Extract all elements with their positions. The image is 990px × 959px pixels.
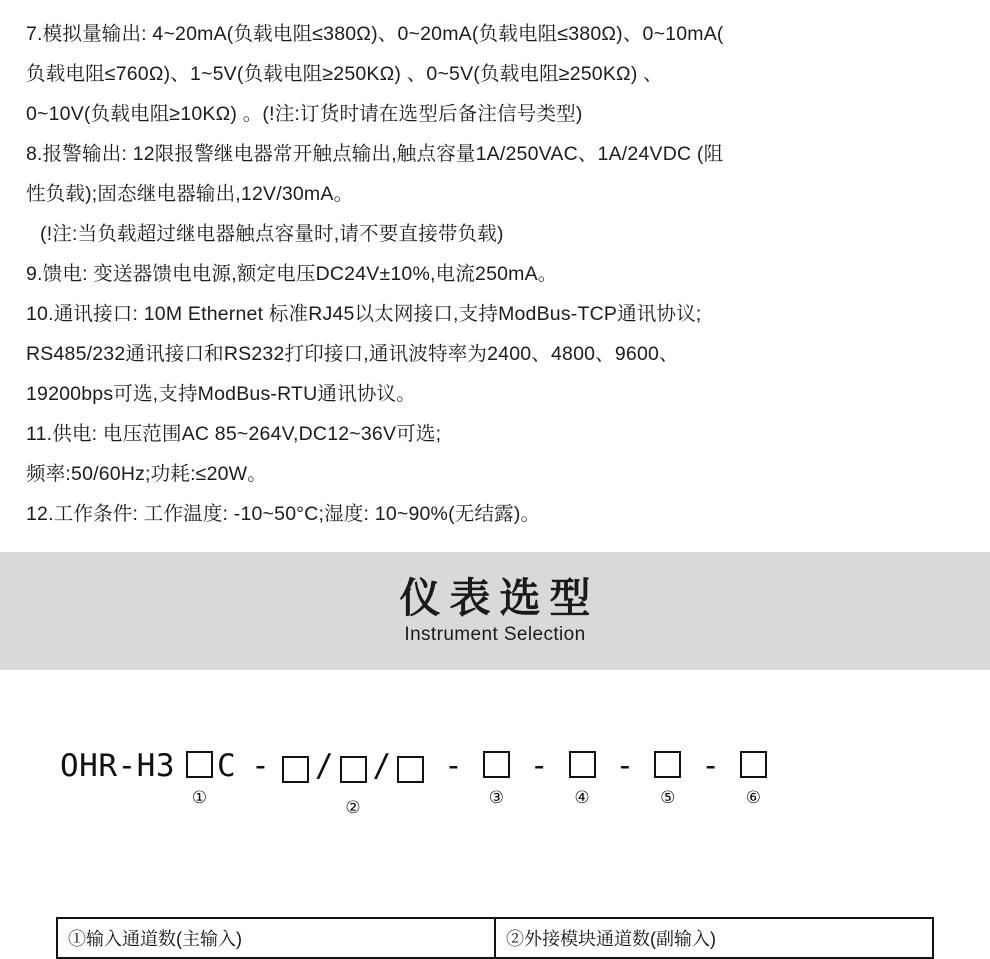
spec-line: 负载电阻≤760Ω)、1~5V(负载电阻≥250KΩ) 、0~5V(负载电阻≥250KΩ) 、: [26, 63, 663, 85]
section-title-cn: 仪表选型: [399, 575, 600, 621]
spec-line: 19200bps可选,支持ModBus-RTU通讯协议。: [26, 383, 416, 405]
selection-table: [56, 917, 934, 959]
model-c-letter-group: [217, 744, 243, 819]
model-slot-1: [183, 744, 216, 809]
spec-line: 12.工作条件: 工作温度: -10~50°C;湿度: 10~90%(无结露)。: [26, 503, 541, 525]
table-header-module-channels: ②外接模块通道数(副输入): [495, 918, 933, 958]
model-slot-2b: [337, 749, 370, 783]
model-dash-1-group: [243, 744, 278, 819]
model-slot-3: [480, 744, 513, 809]
section-header-band: [0, 552, 990, 670]
model-slot-box: [397, 756, 424, 783]
model-dash: -: [701, 748, 720, 784]
model-slot-marker: ⑥: [745, 788, 761, 807]
model-slot-5: [651, 744, 684, 809]
model-slot-box: [483, 751, 510, 778]
spec-line: 8.报警输出: 12限报警继电器常开触点输出,触点容量1A/250VAC、1A/24VDC (阻: [26, 143, 724, 165]
model-slash: /: [314, 748, 334, 784]
model-code-diagram: [0, 670, 990, 819]
model-slot-marker: ⑤: [660, 788, 676, 807]
spec-line: 7.模拟量输出: 4~20mA(负载电阻≤380Ω)、0~20mA(负载电阻≤380Ω)、0~10mA(: [26, 23, 724, 45]
spec-line: RS485/232通讯接口和RS232打印接口,通讯波特率为2400、4800、9600、: [26, 343, 679, 365]
model-dash: -: [529, 748, 549, 784]
model-slot-marker: ④: [574, 788, 590, 807]
model-slot-box: [740, 751, 767, 778]
section-gap: [0, 534, 990, 552]
model-slot-2c: [394, 749, 427, 783]
model-slot-box: [569, 751, 596, 778]
spec-line: 性负载);固态继电器输出,12V/30mA。: [26, 183, 354, 205]
table-row: [57, 918, 933, 958]
model-slot-box: [282, 756, 309, 783]
model-slot-4: [566, 744, 599, 809]
model-dash: -: [615, 748, 635, 784]
model-slot-box: [654, 751, 681, 778]
model-dash: -: [251, 748, 270, 784]
model-dash-2-group: [428, 744, 479, 819]
model-slash: /: [372, 748, 392, 784]
model-dash-5-group: [685, 744, 736, 819]
model-slot-marker: ③: [488, 788, 504, 807]
model-prefix-label: OHR-H3: [60, 748, 175, 784]
spec-line: 0~10V(负载电阻≥10KΩ) 。(!注:订货时请在选型后备注信号类型): [26, 103, 583, 125]
table-header-input-channels: ①输入通道数(主输入): [57, 918, 495, 958]
model-slot-2a: [279, 749, 312, 783]
model-dash: -: [444, 748, 463, 784]
model-slot-marker: ①: [191, 788, 208, 807]
spec-line: 11.供电: 电压范围AC 85~264V,DC12~36V可选;: [26, 423, 442, 445]
spec-line: 频率:50/60Hz;功耗:≤20W。: [26, 463, 267, 485]
spec-line: 10.通讯接口: 10M Ethernet 标准RJ45以太网接口,支持ModBus-TCP通讯协议;: [26, 303, 702, 325]
model-group-2: [278, 744, 428, 819]
spec-line: (!注:当负载超过继电器触点容量时,请不要直接带负载): [40, 223, 504, 245]
model-slot-box: [340, 756, 367, 783]
model-c-letter: C: [216, 748, 237, 784]
model-dash-3-group: [514, 744, 565, 819]
model-slot-marker: ②: [345, 798, 361, 817]
spec-line: 9.馈电: 变送器馈电电源,额定电压DC24V±10%,电流250mA。: [26, 263, 558, 285]
section-title-en: Instrument Selection: [404, 624, 586, 645]
model-slot-6: [737, 744, 770, 809]
model-slot-box: [186, 751, 213, 778]
selection-table-wrap: [56, 917, 934, 959]
model-dash-4-group: [600, 744, 651, 819]
